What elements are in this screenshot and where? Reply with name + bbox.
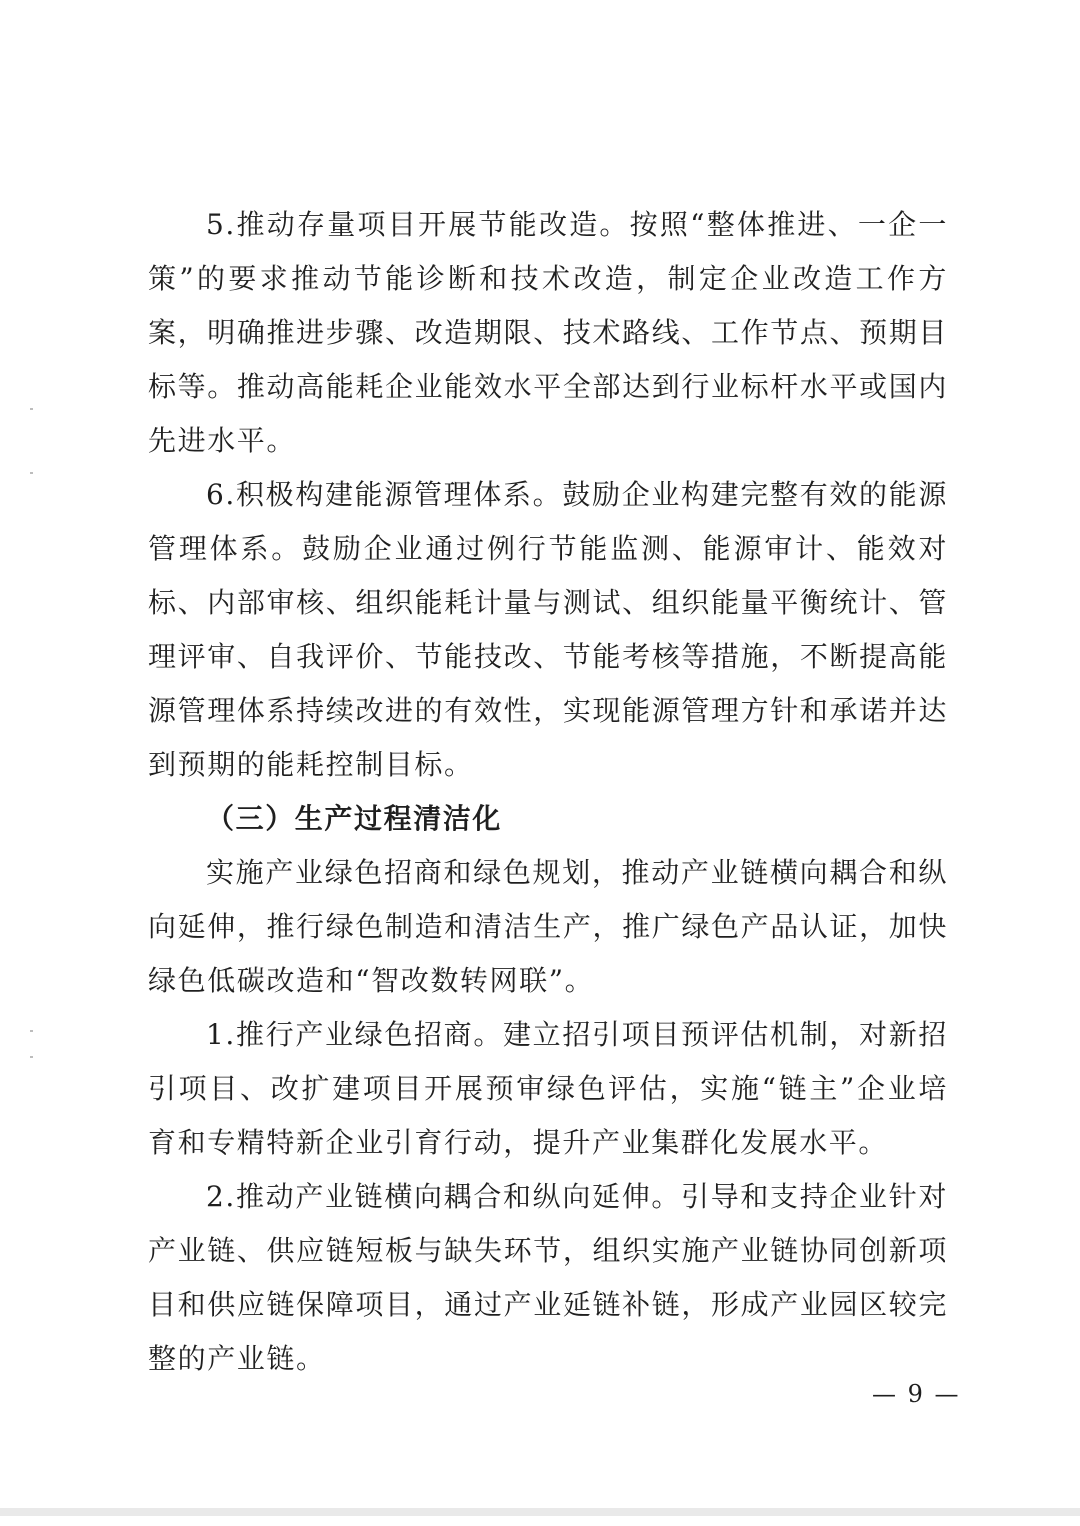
scan-speck (30, 1030, 33, 1032)
document-body (148, 198, 948, 1386)
paragraph-energy-management-system: 6.积极构建能源管理体系。鼓励企业构建完整有效的能源管理体系。鼓励企业通过例行节能监测、能源审计、能效对标、内部审核、组织能耗计量与测试、组织能量平衡统计、管理评审、自我评价、节能技改、节能考核等措施，不断提高能源管理体系持续改进的有效性，实现能源管理方针和承诺并达到预期的能耗控制目标。 (148, 478, 948, 781)
paragraph-industry-chain: 2.推动产业链横向耦合和纵向延伸。引导和支持企业针对产业链、供应链短板与缺失环节，组织实施产业链协同创新项目和供应链保障项目，通过产业延链补链，形成产业园区较完整的产业链。 (148, 1180, 948, 1375)
paragraph-green-investment: 1.推行产业绿色招商。建立招引项目预评估机制，对新招引项目、改扩建项目开展预审绿色评估，实施“链主”企业培育和专精特新企业引育行动，提升产业集群化发展水平。 (148, 1018, 948, 1159)
paragraph-energy-retrofit: 5.推动存量项目开展节能改造。按照“整体推进、一企一策”的要求推动节能诊断和技术改造，制定企业改造工作方案，明确推进步骤、改造期限、技术路线、工作节点、预期目标等。推动高能耗企业能效水平全部达到行业标杆水平或国内先进水平。 (148, 208, 948, 457)
page-number: — 9 — (872, 1380, 961, 1408)
scan-speck (30, 408, 33, 410)
scan-speck (30, 1056, 33, 1058)
scan-bottom-edge (0, 1508, 1080, 1516)
scan-speck (30, 472, 33, 474)
paragraph-section-intro: 实施产业绿色招商和绿色规划，推动产业链横向耦合和纵向延伸，推行绿色制造和清洁生产，推广绿色产品认证，加快绿色低碳改造和“智改数转网联”。 (148, 856, 948, 997)
section-heading-clean-production: （三）生产过程清洁化 (206, 802, 503, 835)
